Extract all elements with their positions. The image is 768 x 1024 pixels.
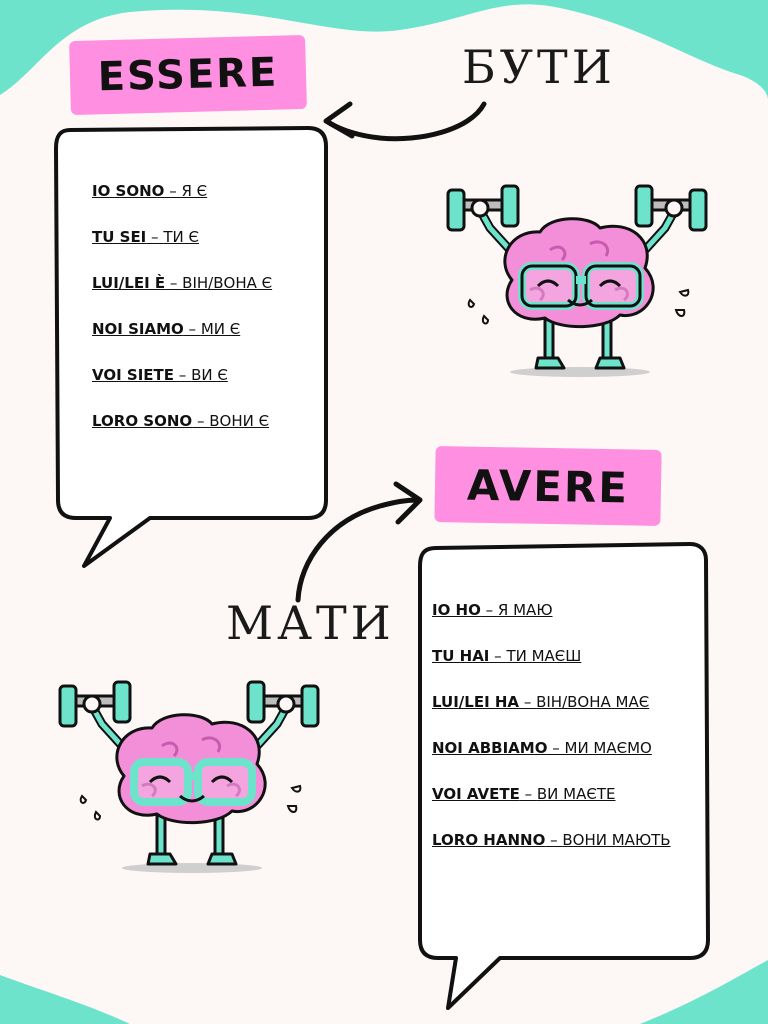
ukrainian-translation: ВИ Є: [191, 366, 228, 384]
ukrainian-translation: ВОНИ Є: [209, 412, 270, 430]
essere-conjugation-row: [92, 182, 272, 228]
italian-form: NOI ABBIAMO: [432, 739, 548, 757]
separator: –: [174, 366, 192, 384]
avere-conjugation-row: [432, 831, 671, 877]
italian-form: IO HO: [432, 601, 481, 619]
essere-conjugation-row: [92, 366, 272, 412]
ukrainian-translation: Я Є: [181, 182, 208, 200]
separator: –: [547, 739, 565, 757]
essere-title: ESSERE: [69, 35, 307, 115]
italian-form: IO SONO: [92, 182, 165, 200]
italian-form: TU SEI: [92, 228, 147, 246]
separator: –: [192, 412, 210, 430]
ukrainian-translation: Я МАЮ: [497, 601, 553, 619]
italian-form: LUI/LEI HA: [432, 693, 520, 711]
separator: –: [183, 320, 201, 338]
separator: –: [519, 785, 537, 803]
avere-translation: МАТИ: [226, 596, 395, 650]
brain-lifting-dumbbells-icon: [440, 180, 715, 380]
avere-conjugation-row: [432, 739, 671, 785]
avere-conjugation-row: [432, 601, 671, 647]
avere-conjugation-row: [432, 647, 671, 693]
avere-title: AVERE: [434, 446, 661, 526]
ukrainian-translation: ТИ Є: [163, 228, 199, 246]
avere-conjugation-list: [432, 601, 671, 877]
separator: –: [545, 831, 563, 849]
italian-form: LORO SONO: [92, 412, 193, 430]
separator: –: [489, 647, 507, 665]
ukrainian-translation: ВІН/ВОНА МАЄ: [536, 693, 650, 711]
ukrainian-translation: МИ Є: [200, 320, 241, 338]
avere-conjugation-row: [432, 693, 671, 739]
ukrainian-translation: МИ МАЄМО: [564, 739, 652, 757]
ukrainian-translation: ТИ МАЄШ: [506, 647, 582, 665]
separator: –: [519, 693, 537, 711]
italian-form: VOI AVETE: [432, 785, 520, 803]
italian-form: NOI SIAMO: [92, 320, 184, 338]
separator: –: [480, 601, 498, 619]
separator: –: [165, 274, 183, 292]
essere-conjugation-list: [92, 182, 272, 458]
essere-translation: БУТИ: [462, 40, 616, 94]
separator: –: [146, 228, 164, 246]
ukrainian-translation: ВОНИ МАЮТЬ: [562, 831, 671, 849]
ukrainian-translation: ВИ МАЄТЕ: [536, 785, 616, 803]
brain-lifting-dumbbells-icon: [52, 676, 327, 876]
separator: –: [164, 182, 182, 200]
essere-conjugation-row: [92, 274, 272, 320]
essere-conjugation-row: [92, 228, 272, 274]
italian-form: TU HAI: [432, 647, 490, 665]
essere-conjugation-row: [92, 412, 272, 458]
italian-form: VOI SIETE: [92, 366, 175, 384]
italian-form: LUI/LEI È: [92, 274, 166, 292]
essere-conjugation-row: [92, 320, 272, 366]
avere-conjugation-row: [432, 785, 671, 831]
ukrainian-translation: ВІН/ВОНА Є: [182, 274, 273, 292]
italian-form: LORO HANNO: [432, 831, 546, 849]
